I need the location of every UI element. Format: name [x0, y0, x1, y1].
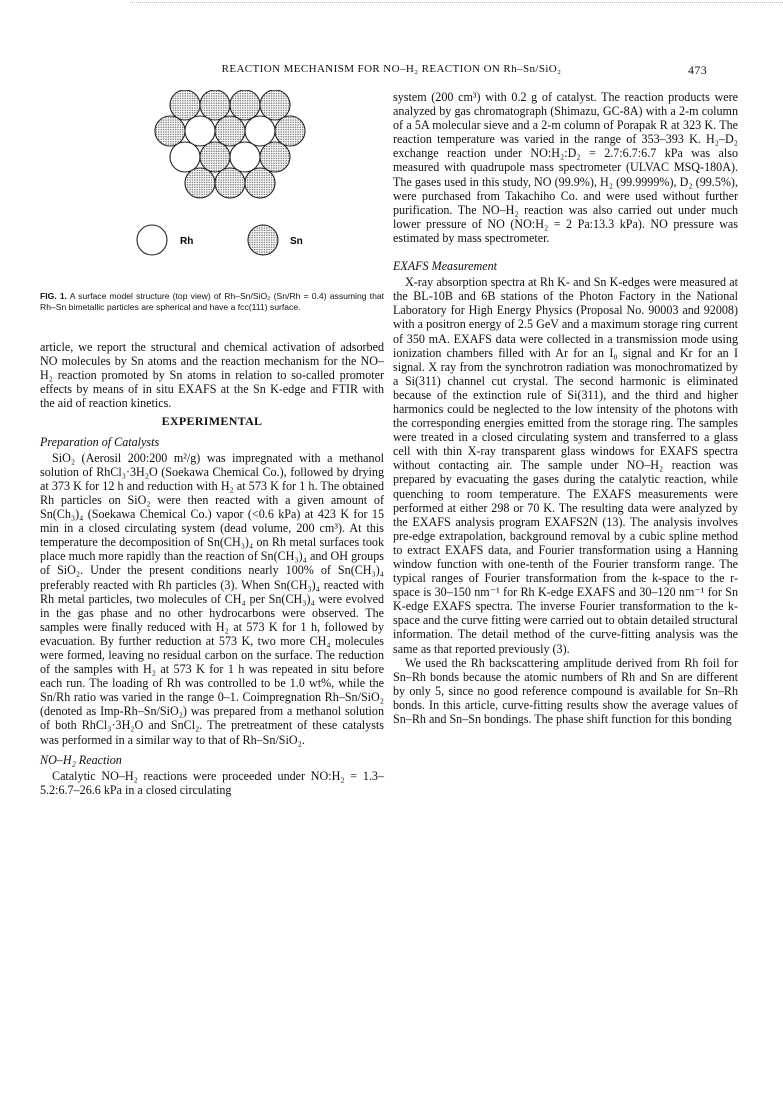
sn-atom — [230, 90, 260, 120]
sn-atom — [260, 142, 290, 172]
figure-surface-model — [100, 90, 360, 280]
rh-atom — [170, 142, 200, 172]
backscattering-paragraph: We used the Rh backscattering amplitude derived from Rh foil for Sn–Rh bonds because the atomic numbers of Rh and Sn are different by only 5, since no good reference compound is available for Sn–Rh bonds. In this article, curve-fitting results show the average values of Sn–Rh and Sn–Sn bondings. The phase shift function for this bonding — [393, 655, 738, 727]
sn-legend-icon — [248, 225, 278, 255]
sn-atom — [275, 116, 305, 146]
sn-atom — [260, 90, 290, 120]
sn-atom — [215, 116, 245, 146]
subheading-preparation: Preparation of Catalysts — [40, 434, 160, 449]
intro-paragraph: article, we report the structural and chemical activation of adsorbed NO molecules by Sn atoms and the reaction mechanism for the NO–H₂ reaction promoted by Sn atoms in relation to so-called promoter effects by means of in situ EXAFS at the Sn K-edge and FTIR with the aid of reaction kinetics. — [40, 340, 384, 411]
subheading-no-h2-reaction: NO–H₂ Reaction — [40, 752, 122, 767]
sn-atom — [245, 168, 275, 198]
continued-paragraph: system (200 cm³) with 0.2 g of catalyst. The reaction products were analyzed by gas chromatograph (Shimazu, GC-8A) with a 2-m column of a 5A molecular sieve and a 2-m column of Porapak R at 323 K. The reaction temperature was varied in the range of 353–393 K. H₂–D₂ exchange reaction under NO:H₂:D₂ = 2.7:6.7:6.7 kPa was also measured with quadrupole mass spectrometer (ULVAC MSQ-180A). The gases used in this study, NO (99.9%), H₂ (99.9999%), D₂ (99.5%), were purchased from Takachiho Co. and were used without further purification. The NO–H₂ reaction was also carried out under much lower pressure of NO (NO:H₂ = 2 Pa:13.3 kPa). NO pressure was estimated by mass spectrometer. — [393, 90, 738, 245]
rh-atom — [245, 116, 275, 146]
rh-atom — [185, 116, 215, 146]
right-column — [393, 90, 738, 726]
legend-sn-label: Sn — [290, 236, 303, 247]
preparation-paragraph: SiO₂ (Aerosil 200:200 m²/g) was impregnated with a methanol solution of RhCl₃·3H₂O (Soekawa Chemical Co.), followed by drying at 373 K for 12 h and reduction with H₂ at 573 K for 1 h. The obtained Rh particles on SiO₂ were then reacted with a given amount of Sn(Ch₃)₄ (Soekawa Chemical Co.) vapor (<0.6 kPa) at 423 K for 15 min in a closed circulating system (dead volume, 200 cm³). At this temperature the decomposition of Sn(CH₃)₄ on Rh metal surfaces took place much more rapidly than the reaction of Sn(CH₃)₄ and OH groups of SiO₂. Under the present conditions nearly 100% of Sn(CH₃)₄ preferably reacted with Rh particles (3). When Sn(CH₃)₄ reacted with Rh metal particles, two molecules of CH₄ per Sn(CH₃)₄ were evolved in the gas phase and no other hydrocarbons were observed. The samples were finally reduced with H₂ at 573 K for 1 h, followed by evacuation. By further reduction at 573 K, two more CH₄ molecules were formed, leaving no residual carbon on the surface. The reduction of the samples with H₂ at 573 K for 1 h was repeated in situ before each run. The loading of Rh was controlled to be 1.0 wt%, while the Sn/Rh ratio was varied in the range 0–1. Coimpregnation Rh–Sn/SiO₂ (denoted as Imp-Rh–Sn/SiO₂) was prepared from a methanol solution of both RhCl₃·3H₂O and SnCl₂. The pretreatment of these catalysts was performed in a similar way to that of Rh–Sn/SiO₂. — [40, 450, 384, 747]
sn-atom — [200, 142, 230, 172]
top-rule — [130, 2, 783, 3]
page-number: 473 — [688, 63, 708, 77]
section-heading-experimental: EXPERIMENTAL — [161, 414, 263, 429]
sn-atom — [200, 90, 230, 120]
running-title: REACTION MECHANISM FOR NO–H₂ REACTION ON Rh–Sn/SiO₂ — [221, 63, 562, 75]
caption-text: A surface model structure (top view) of Rh–Sn/SiO₂ (Sn/Rh = 0.4) assuming that Rh–Sn bimetallic particles are spherical and have a fcc(111) surface. — [40, 291, 385, 312]
sn-atom — [185, 168, 215, 198]
subheading-exafs: EXAFS Measurement — [393, 259, 497, 274]
legend-rh-label: Rh — [180, 236, 194, 247]
exafs-paragraph: X-ray absorption spectra at Rh K- and Sn K-edges were measured at the BL-10B and 6B stations of the Photon Factory in the National Laboratory for High Energy Physics (Proposal No. 90003 and 92008) with a positron energy of 2.5 GeV and a maximum storage ring current of 350 mA. EXAFS data were collected in a transmission mode using ionization chambers filled with Ar for an I₀ signal and Kr for an I signal. X ray from the synchrotron radiation was monochromatized by a Si(311) channel cut crystal. The second harmonic is eliminated because of the extinction rule of Si(311), and the third and higher harmonics could be neglected to the low intensity of the photons with the corresponding energies emitted from the storage ring. The samples were treated in a closed circulating system and transferred to a glass cell with thin X-ray transparent glass windows for EXAFS spectra without contacting air. The sample under NO–H₂ reaction was prepared by evacuating the gases during the catalytic reaction, while quenching to room temperature. The EXAFS measurements were performed at either 298 or 70 K. The resulting data were analyzed by the EXAFS analysis program EXAFS2N (13). The analysis involves pre-edge extrapolation, background removal by a cubic spline method to extract EXAFS data, and Fourier transformation using a Hanning window function with one-tenth of the Fourier transform range. The typical ranges of Fourier transformation from the k-space to the r-space is 30–150 nm⁻¹ for Rh K-edge EXAFS and 30–120 nm⁻¹ for Sn K-edge EXAFS spectra. The inverse Fourier transformation to the k-space and the curve fitting were carried out to obtain detailed structural information. The detail method of the curve-fitting analysis was the same as that reported previously (3). — [393, 275, 738, 656]
figure-caption — [40, 291, 384, 313]
rh-legend-icon — [137, 225, 167, 255]
reaction-paragraph: Catalytic NO–H₂ reactions were proceeded under NO:H₂ = 1.3–5.2:6.7–26.6 kPa in a closed circulating — [40, 768, 384, 797]
sn-atom — [170, 90, 200, 120]
page-header — [0, 63, 783, 79]
rh-atom — [230, 142, 260, 172]
left-column — [40, 340, 384, 797]
sn-atom — [215, 168, 245, 198]
sn-atom — [155, 116, 185, 146]
atom-cluster — [155, 90, 305, 198]
caption-label: FIG. 1. — [40, 291, 68, 301]
